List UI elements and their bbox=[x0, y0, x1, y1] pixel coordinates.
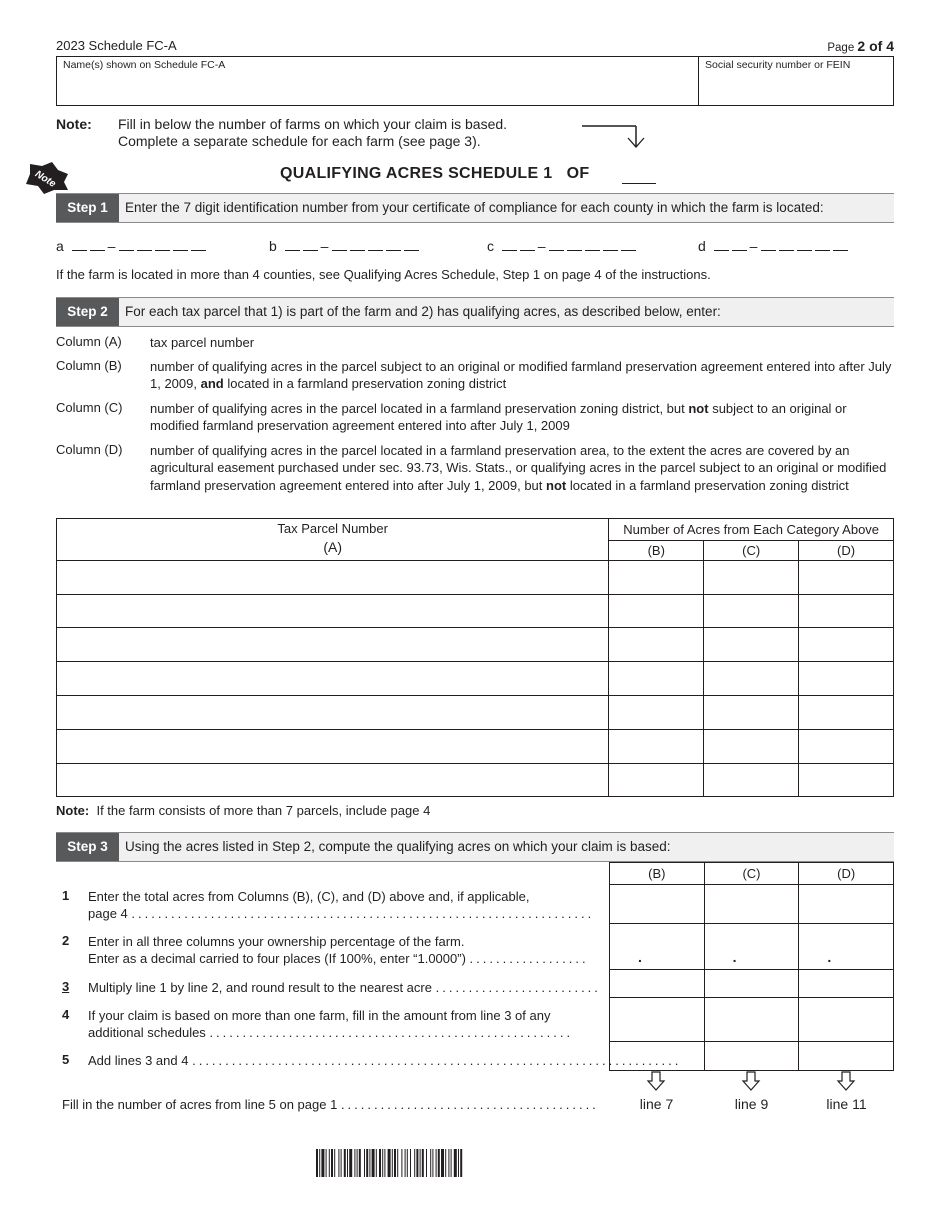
id-dash: – bbox=[107, 238, 116, 254]
line2-b-input[interactable]: . bbox=[610, 924, 705, 970]
parcel-number-input[interactable] bbox=[57, 628, 609, 662]
acres-d-input[interactable] bbox=[799, 662, 894, 696]
col-b-header: (B) bbox=[609, 541, 704, 561]
parcel-number-header: Tax Parcel Number (A) bbox=[57, 519, 609, 561]
county-id-letter: d bbox=[698, 238, 706, 254]
line3-number: 3 bbox=[62, 979, 70, 994]
acres-c-input[interactable] bbox=[704, 595, 799, 628]
parcel-number-input[interactable] bbox=[57, 561, 609, 595]
column-d-desc: number of qualifying acres in the parcel located in a farmland preservation area, to the extent the acres are covered by an agricultural easement purchased under sec. 93.73, Wis. Stats., or qualifying acres in the parcel subject to an original or modified farmland preservation agreement entered into after July 1, 2009, but not located in a farmland preservation zoning district bbox=[150, 443, 887, 493]
page-prefix: Page bbox=[827, 42, 858, 54]
line5-number: 5 bbox=[62, 1052, 70, 1067]
county-id-d[interactable] bbox=[698, 238, 851, 254]
line1-c-input[interactable] bbox=[704, 885, 799, 924]
acres-d-input[interactable] bbox=[799, 628, 894, 662]
down-arrow-icon bbox=[837, 1071, 855, 1091]
parcel-table bbox=[56, 518, 894, 797]
table-row bbox=[57, 730, 894, 764]
line1-d-input[interactable] bbox=[799, 885, 894, 924]
line1-row bbox=[610, 885, 894, 924]
line5-text: Add lines 3 and 4 .......................................................................... bbox=[88, 1053, 682, 1068]
step2-label: Step 2 bbox=[56, 298, 119, 326]
line5-c-input[interactable] bbox=[704, 1042, 799, 1071]
parcel-number-input[interactable] bbox=[57, 730, 609, 764]
target-line-9: line 9 bbox=[734, 1096, 769, 1112]
acres-d-input[interactable] bbox=[799, 595, 894, 628]
parcel-note: Note: If the farm consists of more than 7 parcels, include page 4 bbox=[56, 803, 431, 818]
column-c-label: Column (C) bbox=[56, 400, 123, 415]
schedule-title bbox=[280, 165, 590, 183]
barcode-icon bbox=[316, 1149, 608, 1177]
line3-d-input[interactable] bbox=[799, 970, 894, 998]
county-id-c[interactable] bbox=[487, 238, 639, 254]
parcel-number-input[interactable] bbox=[57, 696, 609, 730]
s3-col-d-header: (D) bbox=[799, 863, 894, 885]
down-arrow-icon bbox=[647, 1071, 665, 1091]
acres-b-input[interactable] bbox=[609, 561, 704, 595]
acres-b-input[interactable] bbox=[609, 662, 704, 696]
line2-row bbox=[610, 924, 894, 970]
step1-text: Enter the 7 digit identification number from your certificate of compliance for each county in which the farm is located: bbox=[125, 200, 824, 215]
parcel-number-input[interactable] bbox=[57, 662, 609, 696]
line2-c-input[interactable]: . bbox=[704, 924, 799, 970]
acres-b-input[interactable] bbox=[609, 764, 704, 797]
target-line-11: line 11 bbox=[826, 1096, 867, 1112]
county-id-letter: a bbox=[56, 238, 64, 254]
table-row bbox=[57, 764, 894, 797]
note-label: Note: bbox=[56, 116, 92, 132]
step2-bar bbox=[56, 297, 894, 327]
line5-d-input[interactable] bbox=[799, 1042, 894, 1071]
acres-c-input[interactable] bbox=[704, 628, 799, 662]
col-c-header: (C) bbox=[704, 541, 799, 561]
line1-b-input[interactable] bbox=[610, 885, 705, 924]
id-dash: – bbox=[537, 238, 546, 254]
note-line-1: Fill in below the number of farms on which your claim is based. bbox=[118, 116, 508, 132]
step1-bar bbox=[56, 193, 894, 223]
down-arrow-icon bbox=[742, 1071, 760, 1091]
step2-text: For each tax parcel that 1) is part of the farm and 2) has qualifying acres, as described below, enter: bbox=[125, 304, 721, 319]
county-id-letter: b bbox=[269, 238, 277, 254]
line4-b-input[interactable] bbox=[610, 998, 705, 1042]
schedule-title-text: QUALIFYING ACRES SCHEDULE 1 bbox=[280, 165, 553, 182]
line4-row bbox=[610, 998, 894, 1042]
column-a-desc: tax parcel number bbox=[150, 335, 255, 350]
line3-b-input[interactable] bbox=[610, 970, 705, 998]
note-line-2: Complete a separate schedule for each farm (see page 3). bbox=[118, 133, 481, 149]
s3-col-b-header: (B) bbox=[610, 863, 705, 885]
name-ssn-box bbox=[56, 56, 894, 106]
line1-number: 1 bbox=[62, 888, 70, 903]
page-number: 2 of 4 bbox=[857, 38, 894, 54]
acres-b-input[interactable] bbox=[609, 730, 704, 764]
table-row bbox=[57, 628, 894, 662]
county-id-letter: c bbox=[487, 238, 494, 254]
line4-d-input[interactable] bbox=[799, 998, 894, 1042]
note-badge-text: Note bbox=[32, 168, 58, 190]
step3-bar bbox=[56, 832, 894, 862]
fill-instruction: Fill in the number of acres from line 5 on page 1 ....................................... bbox=[62, 1097, 599, 1112]
step1-label: Step 1 bbox=[56, 194, 119, 222]
acres-b-input[interactable] bbox=[609, 595, 704, 628]
acres-c-input[interactable] bbox=[704, 696, 799, 730]
note-badge-icon bbox=[24, 160, 70, 194]
table-row bbox=[57, 662, 894, 696]
line3-row bbox=[610, 970, 894, 998]
acres-d-input[interactable] bbox=[799, 696, 894, 730]
parcel-number-input[interactable] bbox=[57, 764, 609, 797]
line3-c-input[interactable] bbox=[704, 970, 799, 998]
table-row bbox=[57, 696, 894, 730]
county-id-a[interactable] bbox=[56, 238, 209, 254]
acres-d-input[interactable] bbox=[799, 561, 894, 595]
line1-text: Enter the total acres from Columns (B), (C), and (D) above and, if applicable, page 4 ...................................................................... bbox=[88, 889, 595, 921]
schedule-count-field[interactable] bbox=[622, 183, 656, 184]
parcel-number-input[interactable] bbox=[57, 595, 609, 628]
acres-c-input[interactable] bbox=[704, 764, 799, 797]
county-id-b[interactable] bbox=[269, 238, 422, 254]
acres-d-input[interactable] bbox=[799, 764, 894, 797]
page-indicator bbox=[827, 38, 894, 54]
form-title: 2023 Schedule FC-A bbox=[56, 38, 177, 53]
line2-number: 2 bbox=[62, 933, 70, 948]
step3-label: Step 3 bbox=[56, 833, 119, 861]
column-b-label: Column (B) bbox=[56, 358, 122, 373]
line2-text: Enter in all three columns your ownership percentage of the farm. Enter as a decimal carried to four places (If 100%, enter “1.0000”) .................. bbox=[88, 934, 589, 966]
line4-c-input[interactable] bbox=[704, 998, 799, 1042]
s3-col-c-header: (C) bbox=[704, 863, 799, 885]
name-label: Name(s) shown on Schedule FC-A bbox=[63, 59, 226, 71]
acres-d-input[interactable] bbox=[799, 730, 894, 764]
line4-number: 4 bbox=[62, 1007, 70, 1022]
id-dash: – bbox=[320, 238, 329, 254]
column-d-label: Column (D) bbox=[56, 442, 123, 457]
acres-c-input[interactable] bbox=[704, 730, 799, 764]
step3-table bbox=[609, 862, 894, 1071]
column-b-desc: number of qualifying acres in the parcel subject to an original or modified farmland preservation agreement entered into after July 1, 2009, and located in a farmland preservation zoning district bbox=[150, 359, 892, 392]
step3-text: Using the acres listed in Step 2, compute the qualifying acres on which your claim is based: bbox=[125, 839, 671, 854]
bent-arrow-icon bbox=[580, 120, 650, 152]
table-row bbox=[57, 561, 894, 595]
name-field[interactable] bbox=[57, 57, 699, 105]
column-a-label: Column (A) bbox=[56, 334, 122, 349]
ssn-field[interactable] bbox=[699, 57, 893, 105]
acres-c-input[interactable] bbox=[704, 662, 799, 696]
line3-text: Multiply line 1 by line 2, and round result to the nearest acre ......................... bbox=[88, 980, 601, 995]
step1-footnote: If the farm is located in more than 4 counties, see Qualifying Acres Schedule, Step 1 on page 4 of the instructions. bbox=[56, 267, 711, 282]
table-row bbox=[57, 595, 894, 628]
target-line-7: line 7 bbox=[639, 1096, 674, 1112]
schedule-of: OF bbox=[566, 165, 590, 182]
acres-c-input[interactable] bbox=[704, 561, 799, 595]
acres-header: Number of Acres from Each Category Above bbox=[609, 519, 894, 541]
col-d-header: (D) bbox=[799, 541, 894, 561]
acres-b-input[interactable] bbox=[609, 696, 704, 730]
id-dash: – bbox=[749, 238, 758, 254]
line4-text: If your claim is based on more than one farm, fill in the amount from line 3 of any additional schedules ....................................................... bbox=[88, 1008, 574, 1040]
acres-b-input[interactable] bbox=[609, 628, 704, 662]
line2-d-input[interactable]: . bbox=[799, 924, 894, 970]
column-c-desc: number of qualifying acres in the parcel located in a farmland preservation zoning district, but not subject to an original or modified farmland preservation agreement entered into after July 1, 2009 bbox=[150, 401, 847, 434]
ssn-label: Social security number or FEIN bbox=[705, 59, 851, 71]
